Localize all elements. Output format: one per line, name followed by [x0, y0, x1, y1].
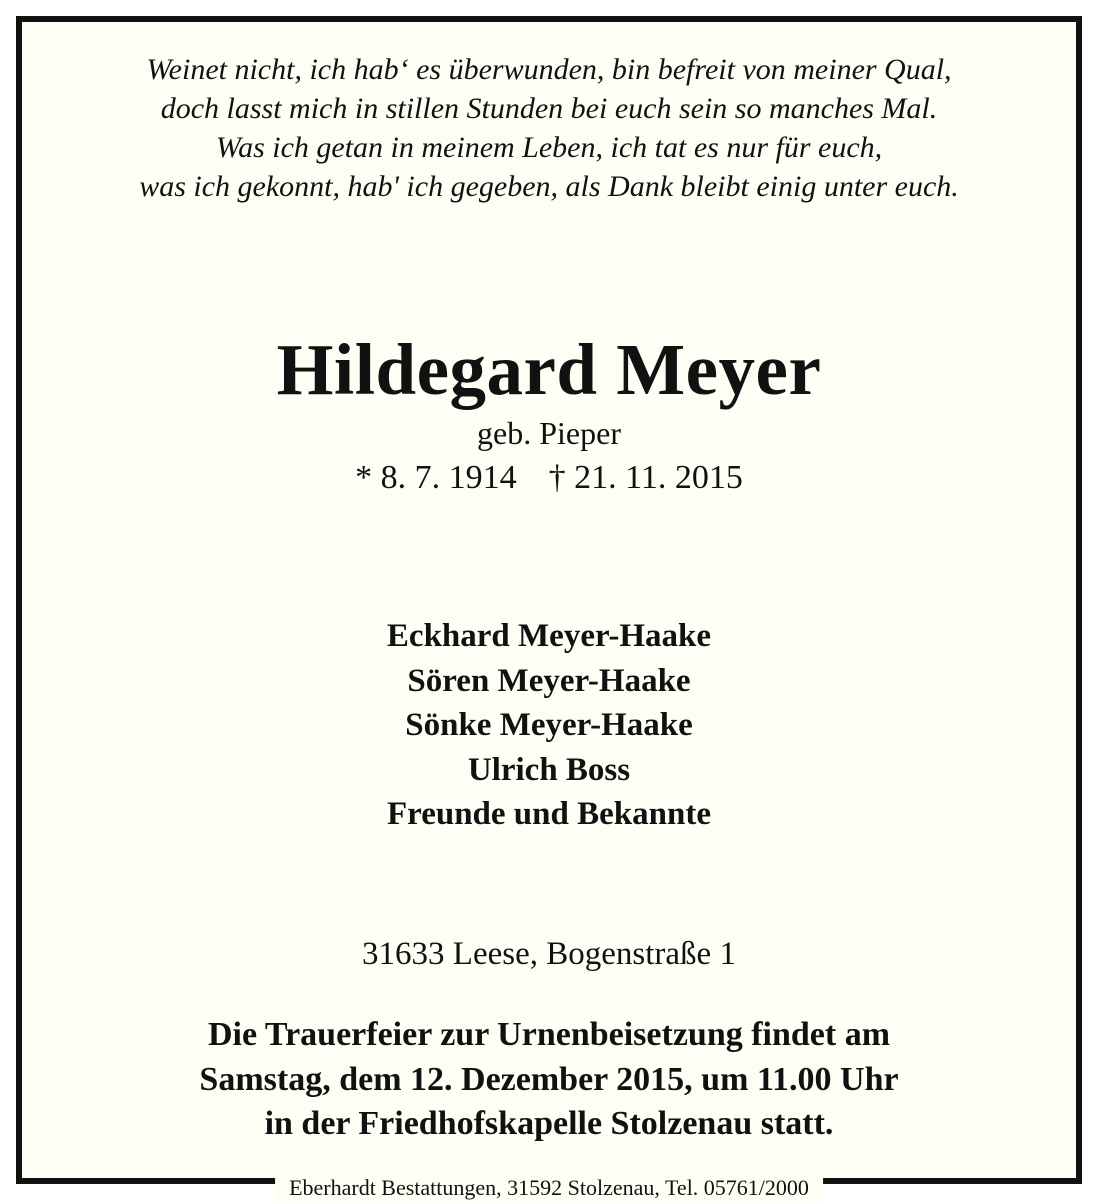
poem-line: Weinet nicht, ich hab‘ es überwunden, bin befreit von meiner Qual, [146, 53, 952, 86]
ceremony-line: in der Friedhofskapelle Stolzenau statt. [264, 1105, 834, 1142]
death-date: † 21. 11. 2015 [548, 459, 743, 496]
poem-line: Was ich getan in meinem Leben, ich tat es nur für euch, [215, 131, 883, 164]
poem-line: doch lasst mich in stillen Stunden bei euch sein so manches Mal. [160, 92, 938, 125]
life-dates [22, 458, 1076, 498]
mourner-name: Sören Meyer-Haake [407, 662, 691, 699]
mourner-name: Freunde und Bekannte [387, 796, 711, 832]
obituary-notice [16, 16, 1082, 1200]
mourner-name: Ulrich Boss [467, 751, 631, 788]
mourners-list [22, 614, 1076, 837]
birth-date: * 8. 7. 1914 [355, 459, 517, 496]
mourner-name: Sönke Meyer-Haake [405, 707, 693, 743]
funeral-home-footer: Eberhardt Bestattungen, 31592 Stolzenau, Tel. 05761/2000 [275, 1173, 823, 1203]
ceremony-line: Samstag, dem 12. Dezember 2015, um 11.00 Uhr [199, 1060, 899, 1098]
poem [22, 50, 1076, 206]
family-address: 31633 Leese, Bogenstraße 1 [362, 936, 736, 972]
ceremony-announcement [22, 1013, 1076, 1147]
mourner-name: Eckhard Meyer-Haake [386, 618, 712, 654]
deceased-name: Hildegard Meyer [276, 329, 822, 410]
ceremony-line: Die Trauerfeier zur Urnenbeisetzung findet am [207, 1016, 891, 1053]
poem-line: was ich gekonnt, hab' ich gegeben, als Dank bleibt einig unter euch. [139, 170, 959, 203]
birth-name: geb. Pieper [477, 415, 621, 451]
